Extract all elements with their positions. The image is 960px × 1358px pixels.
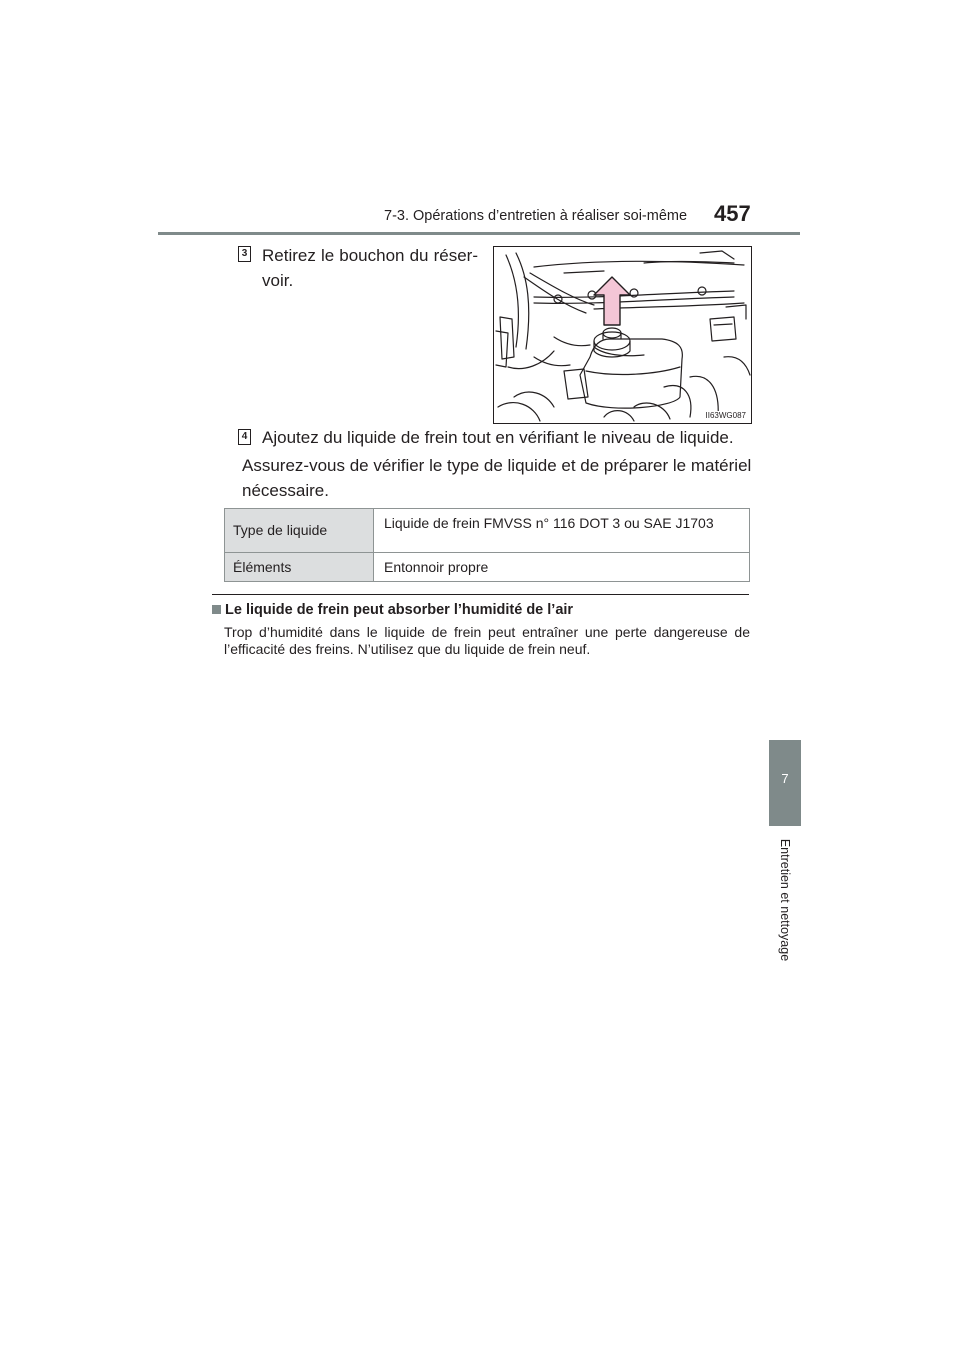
info-heading-text: Le liquide de frein peut absorber l’humidité de l’air xyxy=(225,602,574,618)
brake-reservoir-illustration xyxy=(493,246,752,424)
table-row xyxy=(225,509,750,553)
step-4-note: Assurez-vous de vérifier le type de liquide et de préparer le matériel nécessaire. xyxy=(242,456,752,500)
step-3-marker: 3 xyxy=(238,246,251,262)
table-row xyxy=(225,553,750,582)
chapter-tab xyxy=(769,740,801,826)
step-4-marker: 4 xyxy=(238,429,251,445)
illustration-code: II63WG087 xyxy=(705,411,746,420)
bullet-square-icon xyxy=(212,605,221,614)
table-value: Liquide de frein FMVSS n° 116 DOT 3 ou SAE J1703 xyxy=(374,509,750,553)
info-heading xyxy=(212,602,573,618)
table-label: Type de liquide xyxy=(225,509,374,553)
section-rule xyxy=(212,594,749,595)
step-3-text: Retirez le bouchon du réser-voir. xyxy=(262,246,478,290)
chapter-label: Entretien et nettoyage xyxy=(778,838,792,962)
chapter-number: 7 xyxy=(781,771,789,786)
page-number: 457 xyxy=(714,201,751,226)
fluid-spec-table xyxy=(224,508,750,582)
page-header-title: 7-3. Opérations d’entretien à réaliser soi-même xyxy=(384,208,688,224)
info-body: Trop d’humidité dans le liquide de frein peut entraîner une perte dangereuse de l’efficacité des freins. N’utilisez que du liquide de frein neuf. xyxy=(224,624,750,657)
table-label: Éléments xyxy=(225,553,374,582)
step-4-text: Ajoutez du liquide de frein tout en vérifiant le niveau de liquide. xyxy=(262,428,734,447)
table-value: Entonnoir propre xyxy=(374,553,750,582)
header-rule xyxy=(158,232,800,235)
